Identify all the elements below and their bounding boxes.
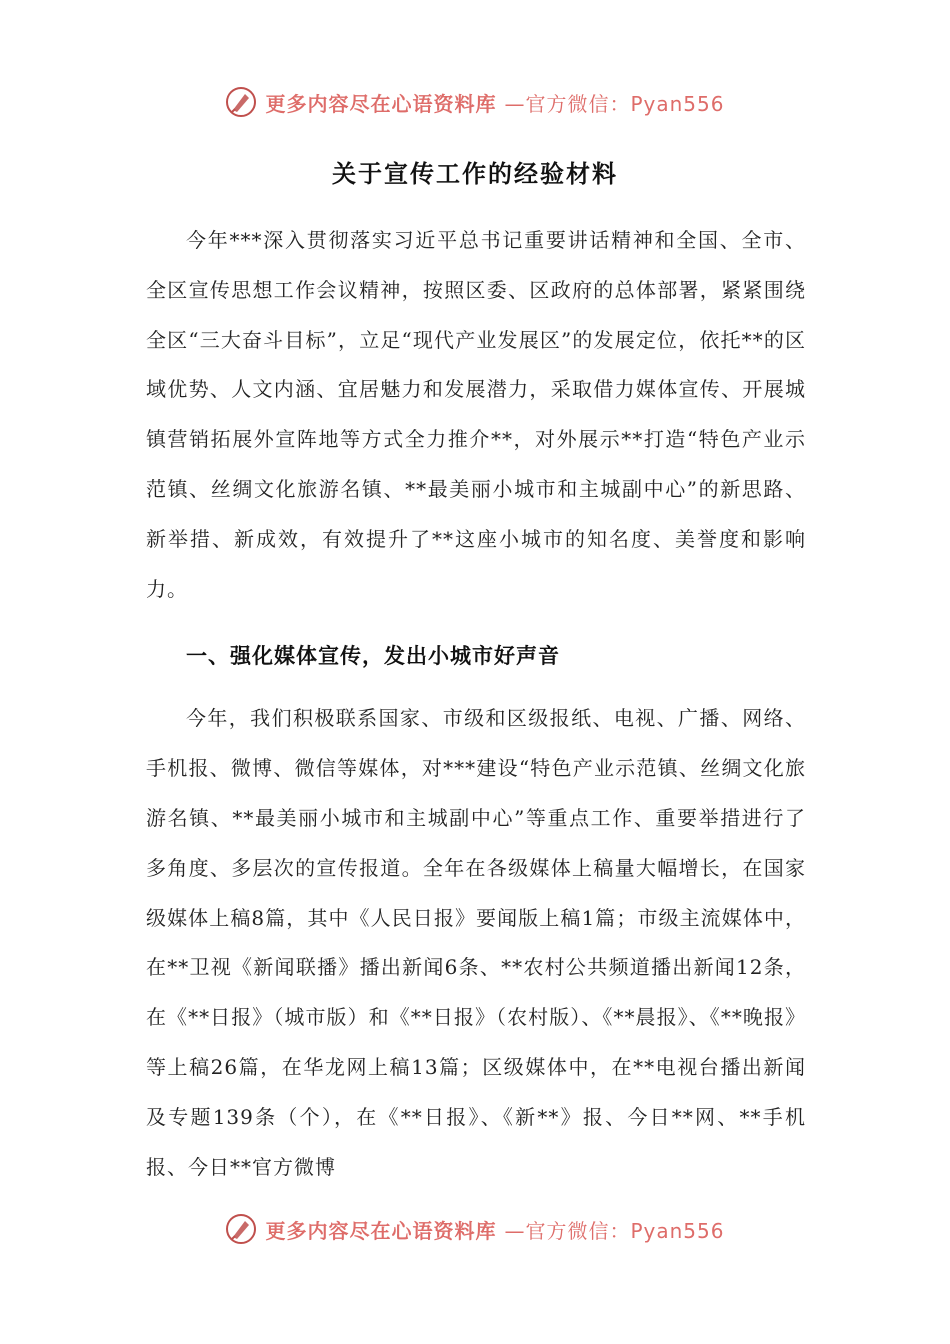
header-watermark	[0, 86, 950, 118]
watermark-main-text: 更多内容尽在心语资料库	[265, 1218, 497, 1243]
section-heading-1: 一、强化媒体宣传，发出小城市好声音	[186, 643, 560, 669]
watermark-sub-text: —官方微信：Pyan556	[504, 91, 725, 116]
watermark-main-text: 更多内容尽在心语资料库	[265, 91, 497, 116]
pen-nib-logo-icon	[225, 86, 257, 118]
pen-nib-logo-icon	[225, 1213, 257, 1245]
document-body	[146, 216, 806, 1192]
section-1-paragraph: 今年，我们积极联系国家、市级和区级报纸、电视、广播、网络、手机报、微博、微信等媒体，对***建设“特色产业示范镇、丝绸文化旅游名镇、**最美丽小城市和主城副中心”等重点工作、重要举措进行了多角度、多层次的宣传报道。全年在各级媒体上稿量大幅增长，在国家级媒体上稿8篇，其中《人民日报》要闻版上稿1篇；市级主流媒体中，在**卫视《新闻联播》播出新闻6条、**农村公共频道播出新闻12条，在《**日报》（城市版）和《**日报》（农村版）、《**晨报》、《**晚报》等上稿26篇，在华龙网上稿13篇；区级媒体中，在**电视台播出新闻及专题139条（个），在《**日报》、《新**》报、今日**网、**手机报、今日**官方微博	[146, 706, 806, 1179]
document-title: 关于宣传工作的经验材料	[332, 159, 618, 188]
footer-watermark	[0, 1213, 950, 1245]
watermark-sub-text: —官方微信：Pyan556	[504, 1218, 725, 1243]
intro-paragraph: 今年***深入贯彻落实习近平总书记重要讲话精神和全国、全市、全区宣传思想工作会议精神，按照区委、区政府的总体部署，紧紧围绕全区“三大奋斗目标”，立足“现代产业发展区”的发展定位，依托**的区域优势、人文内涵、宜居魅力和发展潜力，采取借力媒体宣传、开展城镇营销拓展外宣阵地等方式全力推介**，对外展示**打造“特色产业示范镇、丝绸文化旅游名镇、**最美丽小城市和主城副中心”的新思路、新举措、新成效，有效提升了**这座小城市的知名度、美誉度和影响力。	[146, 228, 806, 601]
